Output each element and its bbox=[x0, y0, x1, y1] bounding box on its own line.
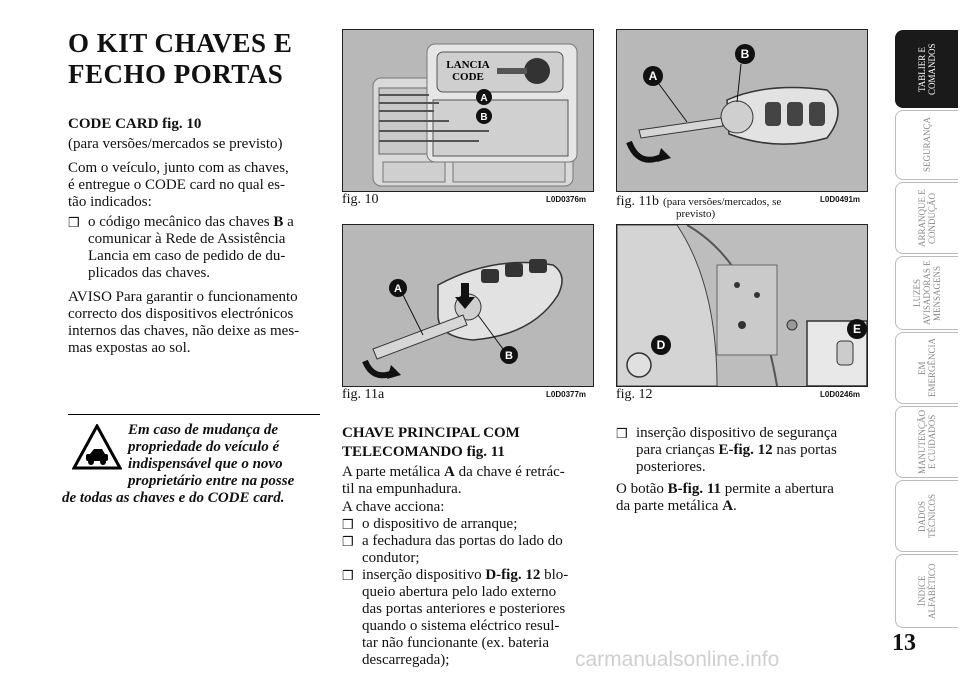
warning-triangle-icon bbox=[72, 424, 122, 470]
svg-text:A: A bbox=[648, 69, 658, 83]
figure-10-image bbox=[342, 29, 594, 192]
tab-luzes-avisadoras[interactable]: LUZES AVISADORAS E MENSAGENS bbox=[895, 256, 958, 330]
figure-11b-caption: fig. 11b (para versões/mercados, se previsto) bbox=[616, 194, 782, 220]
figure-11b-image bbox=[616, 29, 868, 192]
figure-11a-caption: fig. 11a bbox=[342, 387, 385, 402]
label-d: D bbox=[656, 338, 666, 352]
child-lock-bullet: ❒ inserção dispositivo de segurança para crianças E-fig. 12 nas portas posteriores. bbox=[616, 425, 838, 475]
figure-11a-code: L0D0377m bbox=[546, 390, 587, 399]
svg-text:A: A bbox=[394, 283, 402, 295]
key-heading-2: TELECOMANDO fig. 11 bbox=[342, 444, 505, 460]
intro-paragraph: Com o veículo, junto com as chaves, é entregue o CODE card no qual es- tão indicados: bbox=[68, 160, 289, 210]
bullet-box-icon: ❒ bbox=[616, 426, 628, 441]
tab-tablier-comandos[interactable]: TABLIER E COMANDOS bbox=[895, 30, 958, 108]
key-paragraph: A parte metálica A da chave é retrác- til na empunhadura. bbox=[342, 464, 565, 497]
tab-manutencao-cuidados[interactable]: MANUTENÇÃO E CUIDADOS bbox=[895, 406, 958, 478]
figure-12-caption: fig. 12 bbox=[616, 387, 653, 402]
figure-10-code: L0D0376m bbox=[546, 195, 587, 204]
warning-divider bbox=[68, 414, 320, 415]
figure-12-code: L0D0246m bbox=[820, 390, 861, 399]
label-a: A bbox=[480, 93, 488, 104]
key-bullet-1: ❒ o dispositivo de arranque; bbox=[342, 516, 518, 532]
figure-11a-image bbox=[342, 224, 594, 387]
key-bullet-3: ❒ inserção dispositivo D-fig. 12 blo- queio abertura pelo lado externo das portas anteriores e posteriores quando o sistema eléctrico resul- tar não funcionante (ex. bateria descarregada); bbox=[342, 567, 569, 668]
tab-arranque-conducao[interactable]: ARRANQUE E CONDUÇÃO bbox=[895, 182, 958, 254]
aviso-paragraph: AVISO Para garantir o funcionamento correcto dos dispositivos electrónicos internos das chaves, não deixe as mes- mas expostas ao sol. bbox=[68, 289, 300, 356]
figure-10-caption: fig. 10 bbox=[342, 192, 379, 207]
label-e: E bbox=[852, 322, 862, 336]
left-column bbox=[68, 28, 323, 357]
code-card-sub: (para versões/mercados se previsto) bbox=[68, 136, 283, 152]
button-paragraph: O botão B-fig. 11 permite a abertura da parte metálica A. bbox=[616, 481, 834, 514]
bullet-box-icon: ❒ bbox=[342, 534, 354, 549]
page-title: O KIT CHAVES E FECHO PORTAS bbox=[68, 28, 293, 89]
key-actions-intro: A chave acciona: bbox=[342, 499, 445, 515]
middle-column bbox=[342, 425, 597, 669]
key-bullet-2: ❒ a fechadura das portas do lado do condutor; bbox=[342, 533, 563, 566]
figure-12-image bbox=[616, 224, 868, 387]
tab-em-emergencia[interactable]: EM EMERGÊNCIA bbox=[895, 332, 958, 404]
svg-text:B: B bbox=[740, 47, 750, 61]
svg-text:B: B bbox=[505, 350, 513, 362]
code-bullet: ❒ o código mecânico das chaves B a comunicar à Rede de Assistência Lancia em caso de pedido de du- plicados das chaves. bbox=[68, 214, 294, 281]
bullet-box-icon: ❒ bbox=[342, 568, 354, 583]
right-column bbox=[616, 425, 871, 515]
key-heading-1: CHAVE PRINCIPAL COM bbox=[342, 425, 520, 441]
label-b: B bbox=[480, 112, 488, 123]
bullet-box-icon: ❒ bbox=[342, 517, 354, 532]
figure-11b-code: L0D0491m bbox=[820, 195, 861, 204]
tab-indice-alfabetico[interactable]: ÍNDICE ALFABÉTICO bbox=[895, 554, 958, 628]
warning-block: Em caso de mudança de propriedade do veículo é indispensável que o novo proprietário entre na posse de todas as chaves e do CODE card. bbox=[62, 422, 295, 506]
page-number: 13 bbox=[892, 630, 916, 656]
code-card-heading: CODE CARD fig. 10 bbox=[68, 116, 202, 132]
card-code-text: CODE bbox=[452, 71, 484, 83]
bullet-box-icon: ❒ bbox=[68, 215, 80, 230]
tab-seguranca[interactable]: SEGURANÇA bbox=[895, 110, 958, 180]
card-brand-text: LANCIA bbox=[446, 59, 490, 71]
tab-dados-tecnicos[interactable]: DADOS TÉCNICOS bbox=[895, 480, 958, 552]
watermark: carmanualsonline.info bbox=[575, 648, 780, 671]
